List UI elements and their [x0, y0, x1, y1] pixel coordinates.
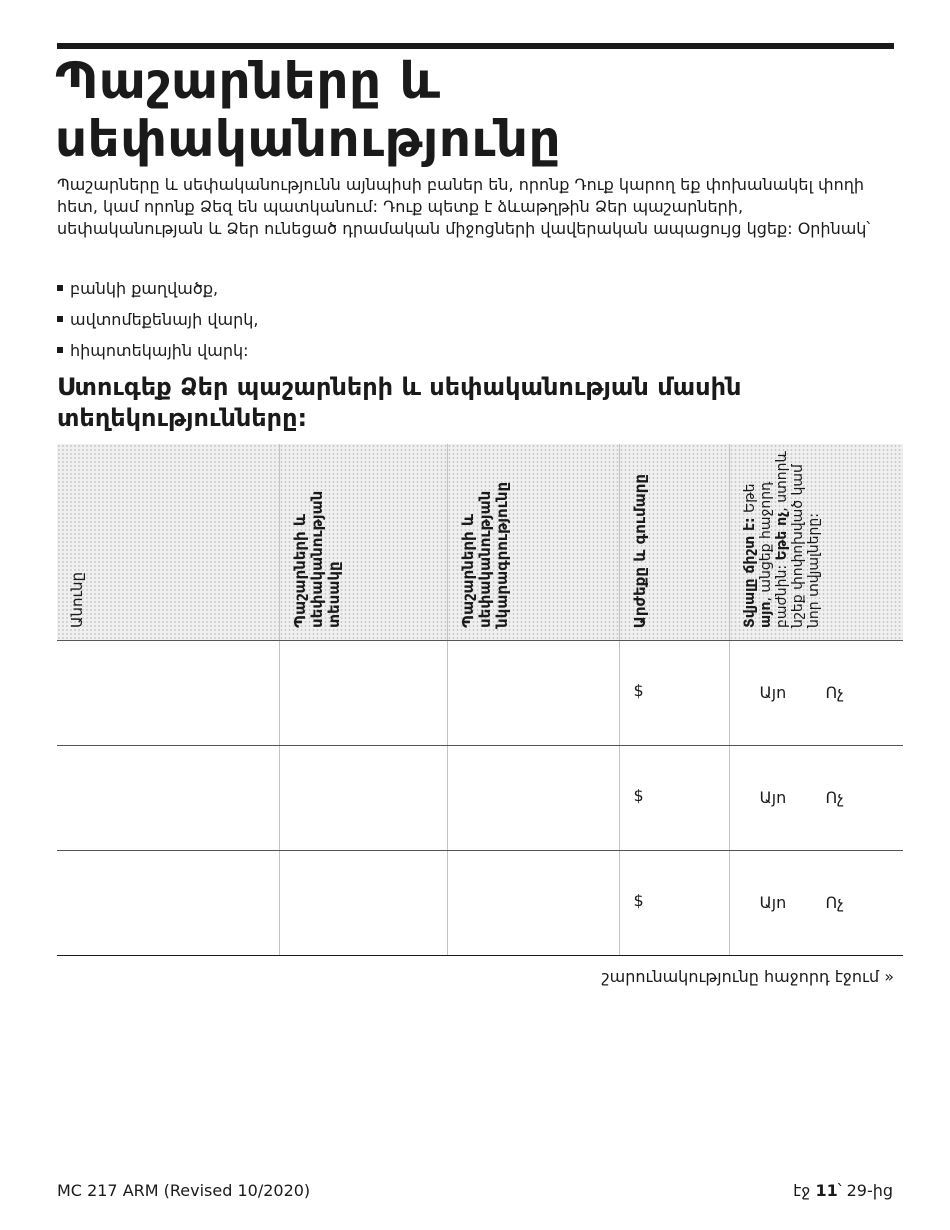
continued-note: շարունակությունը հաջորդ էջում »: [601, 967, 894, 986]
yes-option[interactable]: Այո: [759, 893, 787, 912]
list-item: հիպոտեկային վարկ:: [57, 338, 258, 369]
yes-option[interactable]: Այո: [759, 683, 787, 702]
header-asset-description: Պաշարների և սեփականության նկարագրությունը: [447, 444, 619, 641]
list-item: ավտոմեքենայի վարկ,: [57, 307, 258, 338]
description-cell[interactable]: [447, 641, 619, 746]
value-cell[interactable]: [619, 746, 729, 851]
section-heading: Ստուգեք Ձեր պաշարների և սեփականության մասին տեղեկությունները:: [57, 373, 742, 432]
correct-cell: [729, 746, 903, 851]
header-correct: Տվյալը ճիշտ է: Եթե այո, անցեք հաջորդ բաժնին: Եթե ոչ, ստորև նշեք փոփոխված կամ նոր տվյալները:: [729, 444, 903, 641]
type-cell[interactable]: [279, 641, 447, 746]
type-cell[interactable]: [279, 746, 447, 851]
bullet-icon: [57, 347, 63, 353]
table-row: [57, 641, 903, 746]
no-option[interactable]: Ոչ: [825, 893, 844, 912]
value-cell[interactable]: [619, 851, 729, 956]
intro-paragraph: Պաշարները և սեփականությունն այնպիսի բաներ են, որոնք Դուք կարող եք փոխանակել փողի հետ, կամ որոնք Ձեզ են պատկանում: Դուք պետք է ձևաթղթին Ձեր պաշարների, սեփականության և Ձեր ունեցած դրամական միջոցների վավերական ապացույց կցեք: Օրինակ՝: [57, 175, 871, 238]
list-item: բանկի քաղվածք,: [57, 276, 258, 307]
title-line-2: սեփականությունը: [55, 110, 562, 168]
name-cell[interactable]: [57, 851, 279, 956]
no-option[interactable]: Ոչ: [825, 788, 844, 807]
name-cell[interactable]: [57, 641, 279, 746]
top-rule: [57, 43, 894, 49]
table-header-row: [57, 444, 903, 641]
title-line-1: Պաշարները և: [55, 52, 441, 110]
table-row: [57, 746, 903, 851]
examples-list: [57, 276, 258, 369]
header-value-amount: Արժեքը և գումարը: [619, 444, 729, 641]
yes-option[interactable]: Այո: [759, 788, 787, 807]
bullet-icon: [57, 316, 63, 322]
description-cell[interactable]: [447, 746, 619, 851]
currency-symbol: $: [633, 681, 644, 700]
form-id: MC 217 ARM (Revised 10/2020): [57, 1181, 311, 1200]
table-row: [57, 851, 903, 956]
header-name: Անունը: [57, 444, 279, 641]
description-cell[interactable]: [447, 851, 619, 956]
no-option[interactable]: Ոչ: [825, 683, 844, 702]
correct-cell: [729, 851, 903, 956]
name-cell[interactable]: [57, 746, 279, 851]
page-number: էջ 11՝ 29-ից: [793, 1181, 893, 1200]
type-cell[interactable]: [279, 851, 447, 956]
assets-table: [57, 444, 903, 956]
value-cell[interactable]: [619, 641, 729, 746]
correct-cell: [729, 641, 903, 746]
currency-symbol: $: [633, 786, 644, 805]
currency-symbol: $: [633, 891, 644, 910]
bullet-icon: [57, 285, 63, 291]
header-asset-type: Պաշարների և սեփականության տեսակը: [279, 444, 447, 641]
page-title: [55, 52, 895, 168]
